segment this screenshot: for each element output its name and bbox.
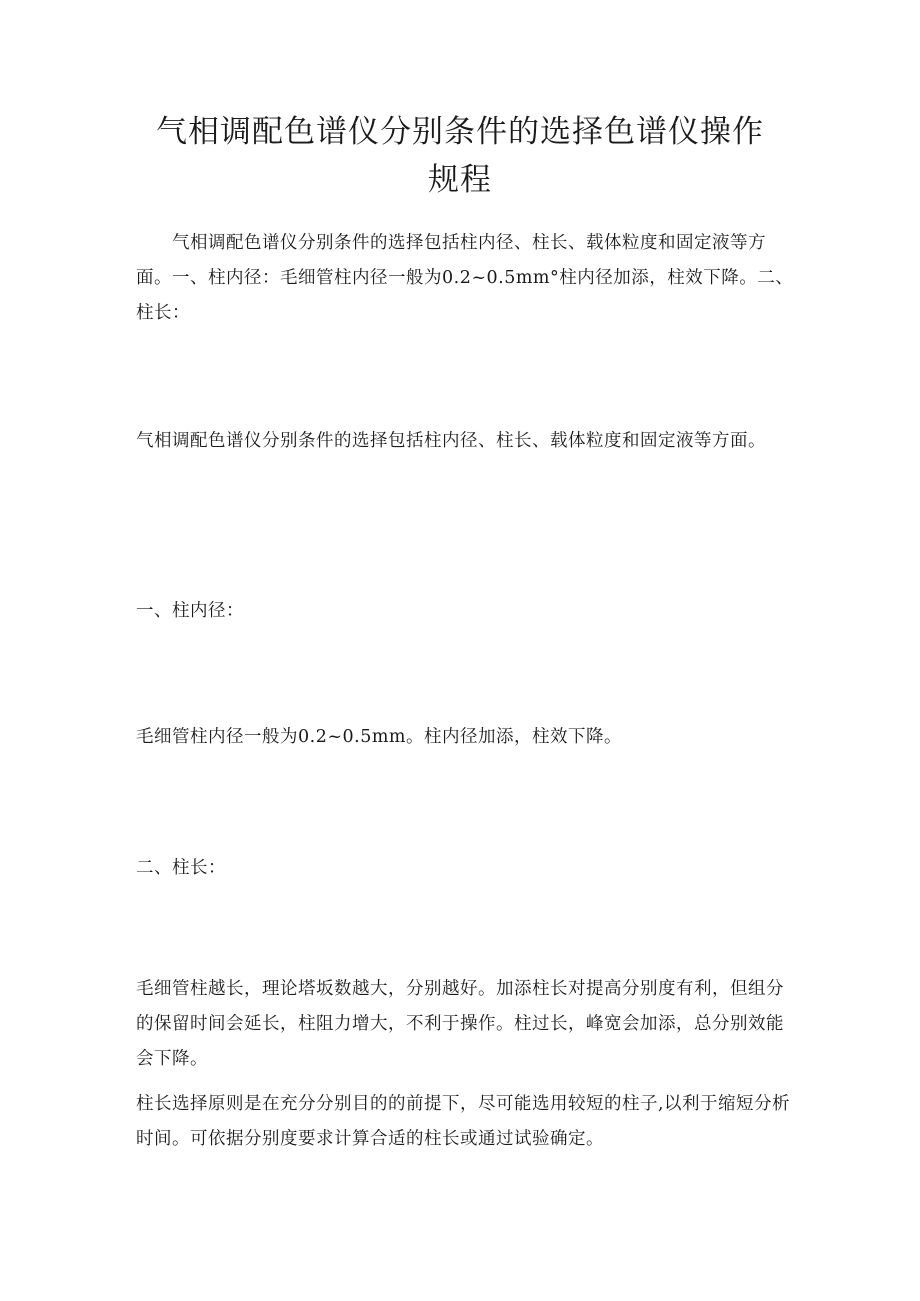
section-1-heading: 一、柱内径：: [136, 601, 244, 621]
summary-paragraph: 气相调配色谱仪分别条件的选择包括柱内径、柱长、载体粒度和固定液等方面。一、柱内径：毛细管柱内径一般为0.2~0.5mm°柱内径加添，柱效下降。二、柱长：: [136, 233, 794, 323]
section-2-heading: 二、柱长：: [136, 858, 226, 878]
section-2-text-2: 柱长选择原则是在充分分别目的的前提下，尽可能选用较短的柱子,以利于缩短分析时间。可依据分别度要求计算合适的柱长或通过试验确定。: [136, 1094, 791, 1149]
page-title: [140, 108, 780, 204]
section-1-text: 毛细管柱内径一般为0.2~0.5mm。柱内径加添，柱效下降。: [136, 727, 623, 747]
intro-paragraph: 气相调配色谱仪分别条件的选择包括柱内径、柱长、载体粒度和固定液等方面。: [136, 431, 766, 451]
title-line-1: 气相调配色谱仪分别条件的选择色谱仪操作: [156, 114, 764, 150]
title-line-2: 规程: [428, 162, 492, 198]
section-2-text: 毛细管柱越长，理论塔坂数越大，分别越好。加添柱长对提高分别度有利，但组分的保留时间会延长，柱阻力增大，不利于操作。柱过长，峰宽会加添，总分别效能会下降。: [136, 979, 784, 1069]
